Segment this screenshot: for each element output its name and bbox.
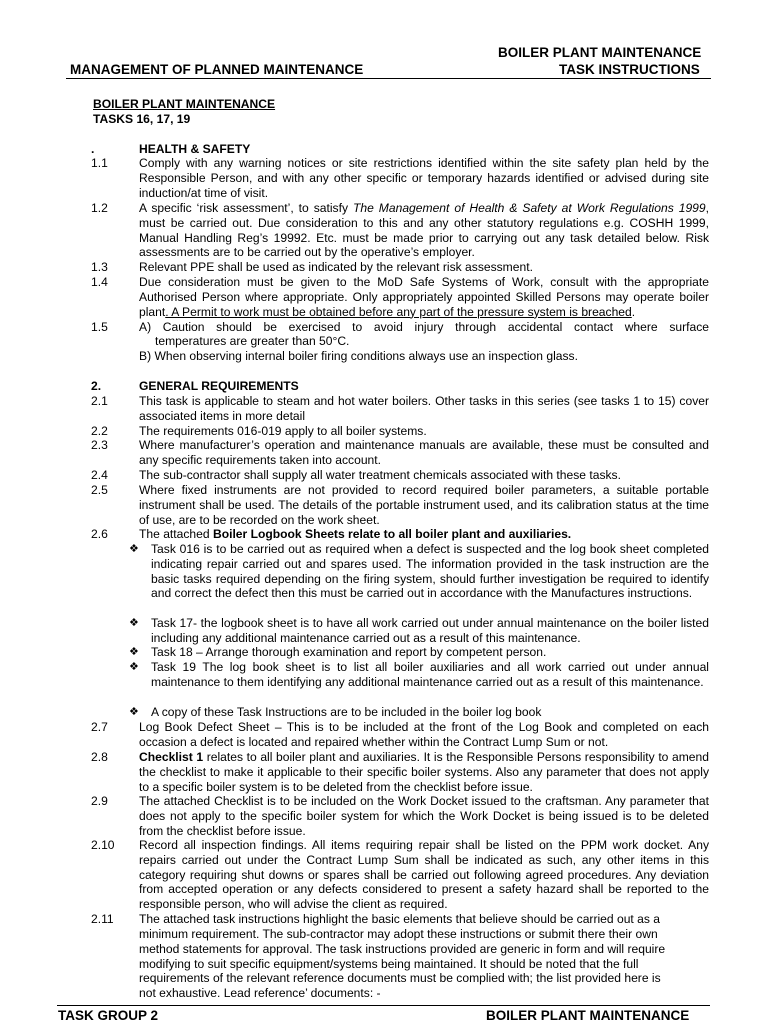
item-number: 2.8 [91, 750, 108, 764]
item-text: Where fixed instruments are not provided to record required boiler parameters, a suitable portable instrument shall be used. The details of the portable instrument used, and its calibration status at the time of use, are to be recorded on the work sheet. [139, 483, 709, 527]
header-title-line2: TASK INSTRUCTIONS [559, 62, 700, 77]
header-left-title: MANAGEMENT OF PLANNED MAINTENANCE [70, 62, 364, 77]
item-number: 1.1 [91, 156, 108, 170]
item-text: B) When observing internal boiler firing conditions always use an inspection glass. [139, 349, 578, 363]
item-number: 1.4 [91, 275, 108, 289]
header-rule [66, 78, 711, 79]
footer-rule [57, 1005, 710, 1006]
diamond-bullet-icon: ❖ [129, 617, 139, 629]
bullet-text: Task 17- the logbook sheet is to have all work carried out under annual maintenance on the boiler listed including any additional maintenance carried out as a result of this maintenance. [151, 616, 709, 645]
item-number: 1.5 [91, 320, 108, 334]
item-text: Checklist 1 relates to all boiler plant and auxiliaries. It is the Responsible Persons responsibility to amend the checklist to make it applicable to their specific boiler systems. Also any parameter that does not apply to a specific boiler system is to be deleted from the checklist before issue. [139, 750, 709, 794]
item-text: The sub-contractor shall supply all water treatment chemicals associated with these tasks. [139, 468, 621, 482]
item-text: Due consideration must be given to the MoD Safe Systems of Work, consult with the appropriate Authorised Person where appropriate. Only appropriately appointed Skilled Persons may operate boiler plant. A Permit to work must be obtained before any part of the pressure system is breached. [139, 275, 709, 319]
item-number: 2.3 [91, 438, 108, 452]
item-text: Where manufacturer’s operation and maintenance manuals are available, these must be consulted and any specific requirements taken into account. [139, 438, 709, 467]
section-title: HEALTH & SAFETY [139, 142, 251, 156]
footer-left: TASK GROUP 2 [58, 1008, 159, 1023]
section-number: 2. [91, 379, 102, 393]
diamond-bullet-icon: ❖ [129, 661, 139, 673]
item-text: A) Caution should be exercised to avoid injury through accidental contact where surface [139, 320, 709, 334]
item-number: 2.9 [91, 794, 108, 808]
item-number: 2.7 [91, 720, 108, 734]
item-text: Record all inspection findings. All items requiring repair shall be listed on the PPM work docket. Any repairs carried out under the Contract Lump Sum shall be indicated as such, any other items in this category requiring shut downs or spares shall be carried out following agreed procedures. Any deviation from accepted operation or any defects considered to present a safety hazard shall be reported to the responsible person, who will advise the client as required. [139, 838, 709, 912]
item-text: Relevant PPE shall be used as indicated by the relevant risk assessment. [139, 260, 533, 274]
item-text-line: modifying to suit specific equipment/systems being maintained. It should be noted that the full [139, 957, 639, 971]
item-number: 1.2 [91, 201, 108, 215]
diamond-bullet-icon: ❖ [129, 543, 139, 555]
item-text: temperatures are greater than 50°C. [155, 334, 350, 348]
bullet-text: Task 18 – Arrange thorough examination and report by competent person. [151, 645, 547, 659]
bullet-text: Task 016 is to be carried out as required when a defect is suspected and the log book sheet completed indicating repair carried out and spares used. The information provided in the task instruction are the basic tasks required depending on the firing system, should further investigation be required to identify and correct the defect then this must be carried out in accordance with the Manufactures instructions. [151, 542, 709, 601]
item-text: A specific ‘risk assessment’, to satisfy The Management of Health & Safety at Work Regulations 1999, must be carried out. Due consideration to this and any other statutory regulations e.g. COSHH 1999, Manual Handling Reg’s 19992. Etc. must be made prior to carrying out any task detailed below. Risk assessments are to be carried out by the operative’s employer. [139, 201, 709, 260]
item-text: This task is applicable to steam and hot water boilers. Other tasks in this series (see tasks 1 to 15) cover associated items in more detail [139, 394, 709, 423]
item-text: The attached Boiler Logbook Sheets relate to all boiler plant and auxiliaries. [139, 527, 572, 541]
footer-right: BOILER PLANT MAINTENANCE [486, 1008, 690, 1023]
doc-title: BOILER PLANT MAINTENANCE [93, 97, 276, 111]
item-number: 2.11 [91, 912, 114, 926]
bullet-text: Task 19 The log book sheet is to list all boiler auxiliaries and all work carried out under annual maintenance to them identifying any additional maintenance carried out as a result of this maintenance. [151, 660, 709, 689]
item-number: 2.1 [91, 394, 108, 408]
item-text: Comply with any warning notices or site restrictions identified within the site safety plan held by the Responsible Person, and with any other specific or temporary hazards identified or advised during site induction/at time of visit. [139, 156, 709, 200]
item-number: 2.5 [91, 483, 108, 497]
item-number: 2.2 [91, 424, 108, 438]
section-number: . [91, 142, 95, 156]
item-text: The attached Checklist is to be included on the Work Docket issued to the craftsman. Any parameter that does not apply to the specific boiler system for which the Work Docket is being issued is to be deleted from the checklist before issue. [139, 794, 709, 838]
diamond-bullet-icon: ❖ [129, 706, 139, 718]
item-number: 2.6 [91, 527, 108, 541]
item-text-line: method statements for approval. The task instructions provided are generic in form and will require [139, 942, 666, 956]
item-number: 2.4 [91, 468, 108, 482]
header-title-line1: BOILER PLANT MAINTENANCE [498, 45, 702, 60]
diamond-bullet-icon: ❖ [129, 646, 139, 658]
item-text-line: minimum requirement. The sub-contractor may adopt these instructions or submit there their own [139, 927, 658, 941]
item-text-line: requirements of the relevant reference documents must be complied with; the list provided here is [139, 971, 661, 985]
item-text-line: not exhaustive. Lead reference’ documents: - [139, 986, 381, 1000]
item-text-line: The attached task instructions highlight the basic elements that believe should be carried out as a [139, 912, 661, 926]
item-number: 2.10 [91, 838, 115, 852]
item-text: The requirements 016-019 apply to all boiler systems. [139, 424, 427, 438]
item-text: Log Book Defect Sheet – This is to be included at the front of the Log Book and completed on each occasion a defect is located and repaired whether within the Contract Lump Sum or not. [139, 720, 709, 749]
bullet-text: A copy of these Task Instructions are to be included in the boiler log book [151, 705, 542, 719]
item-number: 1.3 [91, 260, 108, 274]
doc-tasks: TASKS 16, 17, 19 [93, 112, 191, 126]
section-title: GENERAL REQUIREMENTS [139, 379, 299, 393]
